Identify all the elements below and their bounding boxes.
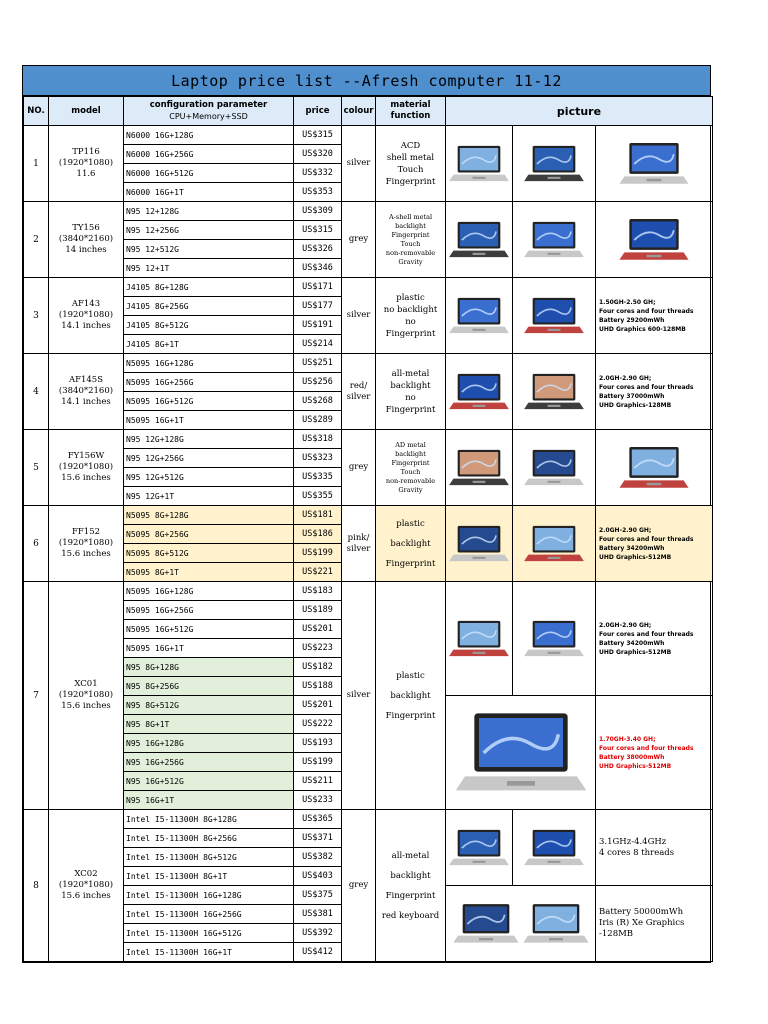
material-line: backlight (395, 449, 426, 458)
price-cell: US$201 (294, 620, 342, 639)
price-cell: US$191 (294, 316, 342, 335)
laptop-image (447, 519, 511, 569)
config-cell: Intel I5-11300H 16G+1T (124, 943, 294, 962)
price-cell: US$315 (294, 221, 342, 240)
material-line: Touch (400, 239, 421, 248)
price-cell: US$326 (294, 240, 342, 259)
spec-cell (596, 278, 713, 354)
config-cell: N5095 16G+256G (124, 601, 294, 620)
config-cell: N95 16G+512G (124, 772, 294, 791)
material-line: ACD (400, 140, 421, 151)
config-cell: J4105 8G+1T (124, 335, 294, 354)
model-res: (1920*1080) (58, 538, 114, 548)
picture-cell (513, 430, 596, 506)
laptop-image (522, 519, 586, 569)
price-cell: US$221 (294, 563, 342, 582)
spec-line: Battery 50000mWh (599, 907, 684, 917)
model-number: 8 (24, 810, 49, 962)
spec-line: -128MB (599, 929, 634, 939)
config-cell: Intel I5-11300H 16G+256G (124, 905, 294, 924)
model-res: (1920*1080) (58, 690, 114, 700)
config-cell: N5095 8G+1T (124, 563, 294, 582)
config-cell: N95 8G+512G (124, 696, 294, 715)
config-cell: N95 8G+128G (124, 658, 294, 677)
material-line: backlight (390, 870, 431, 881)
model-name-cell (49, 810, 124, 962)
config-cell: N5095 16G+128G (124, 582, 294, 601)
spec-line: Battery 37000mWh (599, 392, 665, 400)
table-row (24, 126, 713, 145)
picture-cell (513, 810, 596, 886)
header-config-sub: CPU+Memory+SSD (169, 112, 248, 121)
laptop-image (447, 826, 511, 870)
material-cell (376, 126, 446, 202)
table-row (24, 202, 713, 221)
spec-line: Iris (R) Xe Graphics (599, 918, 685, 928)
material-line: Gravity (398, 257, 423, 266)
material-cell (376, 278, 446, 354)
picture-cell (446, 202, 513, 278)
config-cell: N5095 16G+1T (124, 639, 294, 658)
price-cell: US$346 (294, 259, 342, 278)
price-sheet (22, 65, 711, 963)
price-cell: US$309 (294, 202, 342, 221)
config-cell: N95 12+256G (124, 221, 294, 240)
config-cell: N6000 16G+128G (124, 126, 294, 145)
price-cell: US$412 (294, 943, 342, 962)
config-cell: N5095 16G+512G (124, 620, 294, 639)
material-line: backlight (390, 690, 431, 701)
picture-cell (513, 506, 596, 582)
laptop-image (522, 291, 586, 341)
picture-cell (513, 354, 596, 430)
spec-line: Battery 34200mWh (599, 544, 665, 552)
config-cell: N95 12G+256G (124, 449, 294, 468)
colour-cell: silver (342, 582, 376, 810)
colour-cell: pink/ silver (342, 506, 376, 582)
picture-cell (446, 582, 513, 696)
material-line: Fingerprint (391, 230, 430, 239)
material-line: Touch (397, 164, 424, 175)
model-size: 15.6 inches (61, 701, 111, 711)
model-name: XC01 (74, 679, 98, 689)
price-cell: US$186 (294, 525, 342, 544)
laptop-image (617, 443, 691, 493)
config-cell: Intel I5-11300H 8G+1T (124, 867, 294, 886)
config-cell: Intel I5-11300H 16G+512G (124, 924, 294, 943)
picture-cell (513, 202, 596, 278)
config-cell: Intel I5-11300H 16G+128G (124, 886, 294, 905)
colour-cell: grey (342, 810, 376, 962)
table-row (24, 430, 713, 449)
material-line: AD metal (395, 440, 426, 449)
price-cell: US$223 (294, 639, 342, 658)
laptop-image (447, 139, 511, 189)
model-name: TY156 (72, 223, 100, 233)
model-size: 15.6 inches (61, 549, 111, 559)
material-line: Fingerprint (385, 710, 436, 721)
header-config-title: configuration parameter (149, 100, 268, 110)
config-cell: N5095 8G+256G (124, 525, 294, 544)
price-table (23, 96, 713, 962)
model-name-cell (49, 506, 124, 582)
config-cell: N6000 16G+1T (124, 183, 294, 202)
model-name-cell (49, 354, 124, 430)
model-res: (1920*1080) (58, 158, 114, 168)
spec-line: 2.0GH-2.90 GH; (599, 621, 652, 629)
config-cell: J4105 8G+512G (124, 316, 294, 335)
picture-cell (513, 126, 596, 202)
model-res: (3840*2160) (58, 234, 114, 244)
config-cell: N5095 8G+128G (124, 506, 294, 525)
material-cell (376, 810, 446, 962)
model-name-cell (49, 278, 124, 354)
spec-cell (596, 810, 713, 886)
price-cell: US$289 (294, 411, 342, 430)
spec-line: UHD Graphics-512MB (599, 762, 672, 770)
config-cell: N95 16G+128G (124, 734, 294, 753)
material-line: all-metal (391, 368, 430, 379)
config-cell: Intel I5-11300H 8G+512G (124, 848, 294, 867)
material-line: non-removable (385, 248, 436, 257)
config-cell: N6000 16G+256G (124, 145, 294, 164)
picture-cell (596, 430, 713, 506)
header-colour: colour (342, 97, 376, 126)
laptop-image (447, 291, 511, 341)
config-cell: N95 12G+512G (124, 468, 294, 487)
config-cell: N95 8G+256G (124, 677, 294, 696)
material-line: no (405, 316, 416, 327)
spec-line: 3.1GHz-4.4GHz (599, 836, 667, 847)
config-cell: N95 12G+128G (124, 430, 294, 449)
material-line: no (405, 392, 416, 403)
spec-line: Battery 34200mWh (599, 639, 665, 647)
price-cell: US$323 (294, 449, 342, 468)
spec-line: UHD Graphics-128MB (599, 401, 672, 409)
laptop-image (447, 443, 511, 493)
picture-cell (446, 354, 513, 430)
material-line: Fingerprint (385, 176, 436, 187)
config-cell: N95 12+128G (124, 202, 294, 221)
laptop-image (617, 139, 691, 189)
laptop-image (522, 617, 586, 661)
price-cell: US$335 (294, 468, 342, 487)
laptop-image (451, 703, 591, 803)
material-line: Fingerprint (385, 890, 436, 901)
spec-line: 2.0GH-2.90 GH; (599, 374, 652, 382)
picture-cell (596, 202, 713, 278)
price-cell: US$214 (294, 335, 342, 354)
laptop-image (522, 443, 586, 493)
price-cell: US$201 (294, 696, 342, 715)
model-name: FY156W (67, 451, 105, 461)
header-config (124, 97, 294, 126)
price-cell: US$193 (294, 734, 342, 753)
config-cell: N5095 16G+256G (124, 373, 294, 392)
laptop-image (447, 617, 511, 661)
price-cell: US$188 (294, 677, 342, 696)
spec-cell (596, 582, 713, 696)
price-cell: US$189 (294, 601, 342, 620)
price-cell: US$181 (294, 506, 342, 525)
picture-cell (446, 506, 513, 582)
picture-cell (446, 126, 513, 202)
picture-cell (513, 582, 596, 696)
material-line: backlight (390, 538, 431, 549)
price-cell: US$251 (294, 354, 342, 373)
material-line: Fingerprint (385, 328, 436, 339)
price-cell: US$268 (294, 392, 342, 411)
spec-line: UHD Graphics-512MB (599, 553, 672, 561)
price-cell: US$183 (294, 582, 342, 601)
price-cell: US$375 (294, 886, 342, 905)
model-name: FF152 (71, 527, 101, 537)
model-number: 2 (24, 202, 49, 278)
material-line: backlight (395, 221, 426, 230)
spec-line: Four cores and four threads (599, 630, 694, 638)
material-line: all-metal (391, 850, 430, 861)
table-row (24, 506, 713, 525)
colour-cell: grey (342, 430, 376, 506)
colour-cell: grey (342, 202, 376, 278)
spec-line: Battery 38000mWh (599, 753, 665, 761)
spec-line: 1.50GH-2.50 GH; (599, 298, 656, 306)
config-cell: N95 16G+1T (124, 791, 294, 810)
model-name: AF145S (68, 375, 104, 385)
config-cell: J4105 8G+256G (124, 297, 294, 316)
spec-line: UHD Graphics 600-128MB (599, 325, 686, 333)
price-cell: US$222 (294, 715, 342, 734)
material-line: no backlight (383, 304, 438, 315)
price-cell: US$177 (294, 297, 342, 316)
picture-cell (513, 278, 596, 354)
config-cell: J4105 8G+128G (124, 278, 294, 297)
model-number: 6 (24, 506, 49, 582)
price-cell: US$403 (294, 867, 342, 886)
material-line: plastic (396, 292, 425, 303)
spec-line: UHD Graphics-512MB (599, 648, 672, 656)
model-name: AF143 (71, 299, 101, 309)
config-cell: N6000 16G+512G (124, 164, 294, 183)
table-row (24, 582, 713, 601)
table-row (24, 810, 713, 829)
model-number: 5 (24, 430, 49, 506)
colour-cell: silver (342, 126, 376, 202)
config-cell: N95 12+1T (124, 259, 294, 278)
material-cell (376, 506, 446, 582)
material-cell (376, 354, 446, 430)
picture-cell (446, 278, 513, 354)
spec-line: Four cores and four threads (599, 307, 694, 315)
spec-line: Battery 29200mWh (599, 316, 665, 324)
config-cell: N95 8G+1T (124, 715, 294, 734)
price-cell: US$315 (294, 126, 342, 145)
model-name: TP116 (72, 147, 100, 157)
price-cell: US$381 (294, 905, 342, 924)
model-size: 11.6 (76, 169, 96, 179)
laptop-image (447, 215, 511, 265)
config-cell: N95 12+512G (124, 240, 294, 259)
laptop-image (522, 367, 586, 417)
spec-cell (596, 506, 713, 582)
price-cell: US$199 (294, 544, 342, 563)
spec-cell (596, 886, 713, 962)
picture-cell (446, 696, 596, 810)
price-cell: US$182 (294, 658, 342, 677)
table-row (24, 278, 713, 297)
config-cell: N5095 8G+512G (124, 544, 294, 563)
config-cell: N5095 16G+128G (124, 354, 294, 373)
spec-line: Four cores and four threads (599, 383, 694, 391)
model-size: 14.1 inches (61, 397, 111, 407)
price-cell: US$332 (294, 164, 342, 183)
spec-line: Four cores and four threads (599, 744, 694, 752)
header-picture: picture (446, 97, 713, 126)
price-cell: US$233 (294, 791, 342, 810)
material-cell (376, 582, 446, 810)
spec-cell (596, 354, 713, 430)
material-line: plastic (396, 518, 425, 529)
header-no: NO. (24, 97, 49, 126)
laptop-image (451, 900, 521, 948)
price-cell: US$371 (294, 829, 342, 848)
spec-line: 4 cores 8 threads (599, 847, 675, 858)
model-res: (1920*1080) (58, 880, 114, 890)
table-row (24, 354, 713, 373)
laptop-image (522, 215, 586, 265)
model-number: 1 (24, 126, 49, 202)
material-line: Fingerprint (385, 404, 436, 415)
material-line: Fingerprint (385, 558, 436, 569)
material-line: red keyboard (381, 910, 440, 921)
model-size: 14.1 inches (61, 321, 111, 331)
header-model: model (49, 97, 124, 126)
picture-cell (446, 886, 596, 962)
model-size: 15.6 inches (61, 891, 111, 901)
colour-cell: red/ silver (342, 354, 376, 430)
laptop-image (447, 367, 511, 417)
price-cell: US$392 (294, 924, 342, 943)
model-res: (1920*1080) (58, 462, 114, 472)
price-cell: US$171 (294, 278, 342, 297)
material-cell (376, 430, 446, 506)
price-cell: US$318 (294, 430, 342, 449)
model-number: 4 (24, 354, 49, 430)
material-line: shell metal (386, 152, 435, 163)
config-cell: N5095 16G+1T (124, 411, 294, 430)
spec-cell (596, 696, 713, 810)
header-material: material function (376, 97, 446, 126)
model-name-cell (49, 582, 124, 810)
material-line: plastic (396, 670, 425, 681)
laptop-image (522, 139, 586, 189)
material-line: backlight (390, 380, 431, 391)
laptop-image (522, 826, 586, 870)
spec-line: 1.70GH-3.40 GH; (599, 735, 656, 743)
model-res: (1920*1080) (58, 310, 114, 320)
material-line: Gravity (398, 485, 423, 494)
model-number: 3 (24, 278, 49, 354)
price-cell: US$320 (294, 145, 342, 164)
price-cell: US$211 (294, 772, 342, 791)
price-cell: US$353 (294, 183, 342, 202)
model-name-cell (49, 126, 124, 202)
price-cell: US$199 (294, 753, 342, 772)
material-line: Touch (400, 467, 421, 476)
price-cell: US$365 (294, 810, 342, 829)
spec-line: Four cores and four threads (599, 535, 694, 543)
material-line: non-removable (385, 476, 436, 485)
sheet-title: Laptop price list --Afresh computer 11-12 (23, 66, 710, 96)
laptop-image (521, 900, 591, 948)
config-cell: N95 12G+1T (124, 487, 294, 506)
material-line: A-shell metal (388, 212, 433, 221)
config-cell: N5095 16G+512G (124, 392, 294, 411)
material-line: Fingerprint (391, 458, 430, 467)
model-name: XC02 (74, 869, 98, 879)
model-name-cell (49, 430, 124, 506)
model-size: 14 inches (65, 245, 107, 255)
header-price: price (294, 97, 342, 126)
model-name-cell (49, 202, 124, 278)
spec-line: 2.0GH-2.90 GH; (599, 526, 652, 534)
picture-cell (446, 430, 513, 506)
config-cell: N95 16G+256G (124, 753, 294, 772)
price-cell: US$355 (294, 487, 342, 506)
price-cell: US$256 (294, 373, 342, 392)
material-cell (376, 202, 446, 278)
price-cell: US$382 (294, 848, 342, 867)
model-size: 15.6 inches (61, 473, 111, 483)
picture-cell (596, 126, 713, 202)
laptop-image (617, 215, 691, 265)
model-res: (3840*2160) (58, 386, 114, 396)
colour-cell: silver (342, 278, 376, 354)
config-cell: Intel I5-11300H 8G+256G (124, 829, 294, 848)
config-cell: Intel I5-11300H 8G+128G (124, 810, 294, 829)
picture-cell (446, 810, 513, 886)
model-number: 7 (24, 582, 49, 810)
